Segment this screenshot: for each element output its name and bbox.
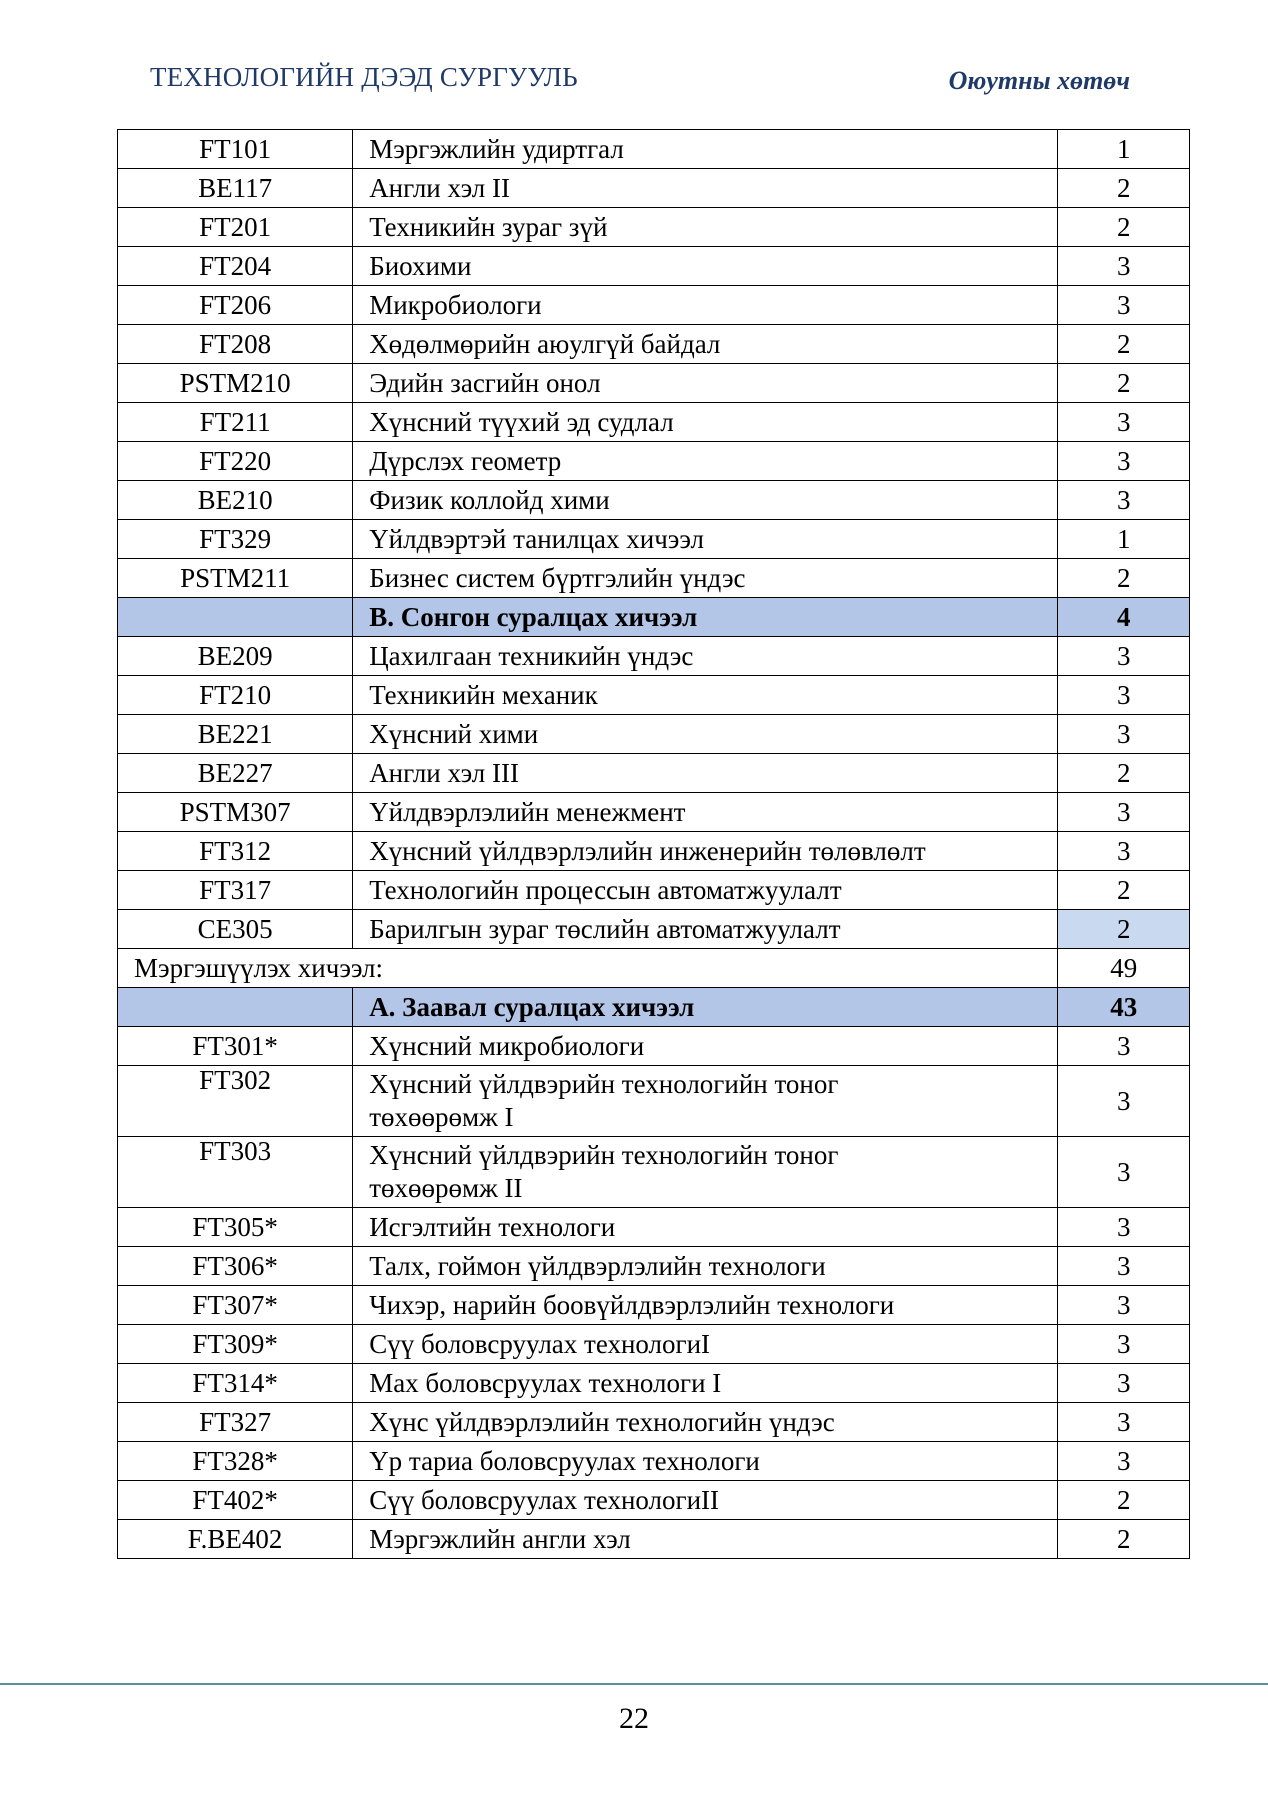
table-row <box>118 1481 1190 1520</box>
course-credit: 3 <box>1058 1247 1190 1286</box>
course-name <box>353 1066 1058 1137</box>
course-credit: 3 <box>1058 442 1190 481</box>
course-credit: 2 <box>1058 1481 1190 1520</box>
course-credit: 3 <box>1058 832 1190 871</box>
course-credit: 3 <box>1058 793 1190 832</box>
course-code: PSTM307 <box>118 793 353 832</box>
course-code: FT210 <box>118 676 353 715</box>
specialization-row <box>118 949 1190 988</box>
course-credit: 3 <box>1058 1286 1190 1325</box>
course-name-line2: төхөөрөмж II <box>369 1173 523 1203</box>
table-row <box>118 1442 1190 1481</box>
course-name: Үр тариа боловсруулах технологи <box>353 1442 1058 1481</box>
course-name: Үйлдвэрлэлийн менежмент <box>353 793 1058 832</box>
table-row <box>118 871 1190 910</box>
course-name: Англи хэл II <box>353 169 1058 208</box>
course-credit: 2 <box>1058 910 1190 949</box>
table-row <box>118 1066 1190 1137</box>
course-name: Бизнес систем бүртгэлийн үндэс <box>353 559 1058 598</box>
course-code: BE227 <box>118 754 353 793</box>
table-row <box>118 1247 1190 1286</box>
course-credit: 3 <box>1058 1442 1190 1481</box>
course-code: PSTM211 <box>118 559 353 598</box>
course-code: FT101 <box>118 130 353 169</box>
course-credit: 3 <box>1058 676 1190 715</box>
course-credit: 1 <box>1058 520 1190 559</box>
course-name: Исгэлтийн технологи <box>353 1208 1058 1247</box>
course-name: Физик коллойд хими <box>353 481 1058 520</box>
table-row <box>118 559 1190 598</box>
table-row <box>118 910 1190 949</box>
section-code-empty <box>118 988 353 1027</box>
table-row <box>118 208 1190 247</box>
course-credit: 2 <box>1058 559 1190 598</box>
section-code-empty <box>118 598 353 637</box>
course-name: Хүнсний микробиологи <box>353 1027 1058 1066</box>
section-credit: 4 <box>1058 598 1190 637</box>
course-code: FT301* <box>118 1027 353 1066</box>
course-code: FT329 <box>118 520 353 559</box>
section-row-required <box>118 988 1190 1027</box>
course-name <box>353 1137 1058 1208</box>
course-code: FT309* <box>118 1325 353 1364</box>
course-code: FT307* <box>118 1286 353 1325</box>
page-number: 22 <box>619 1702 649 1735</box>
course-name: Англи хэл III <box>353 754 1058 793</box>
course-code: BE209 <box>118 637 353 676</box>
course-code: FT327 <box>118 1403 353 1442</box>
course-credit: 3 <box>1058 403 1190 442</box>
course-credit: 3 <box>1058 1027 1190 1066</box>
table-row <box>118 1403 1190 1442</box>
course-code: CE305 <box>118 910 353 949</box>
table-row <box>118 1137 1190 1208</box>
table-row <box>118 832 1190 871</box>
course-code: FT220 <box>118 442 353 481</box>
course-name: Хүнсний үйлдвэрлэлийн инженерийн төлөвлөлт <box>353 832 1058 871</box>
footer-divider <box>0 1683 1268 1685</box>
course-code: FT312 <box>118 832 353 871</box>
table-row <box>118 1208 1190 1247</box>
course-name: Хүнсний хими <box>353 715 1058 754</box>
course-name-line2: төхөөрөмж I <box>369 1102 514 1132</box>
table-row <box>118 403 1190 442</box>
course-code: PSTM210 <box>118 364 353 403</box>
course-name: Чихэр, нарийн боовүйлдвэрлэлийн технологи <box>353 1286 1058 1325</box>
table-row <box>118 442 1190 481</box>
school-name-header: ТЕХНОЛОГИЙН ДЭЭД СУРГУУЛЬ <box>150 62 578 92</box>
course-name: Эдийн засгийн онол <box>353 364 1058 403</box>
course-name: Мах боловсруулах технологи I <box>353 1364 1058 1403</box>
course-name: Хүнс үйлдвэрлэлийн технологийн үндэс <box>353 1403 1058 1442</box>
course-credit: 2 <box>1058 208 1190 247</box>
section-credit: 43 <box>1058 988 1190 1027</box>
course-credit: 2 <box>1058 364 1190 403</box>
table-row <box>118 520 1190 559</box>
course-credit: 2 <box>1058 1520 1190 1559</box>
course-name: Техникийн зураг зүй <box>353 208 1058 247</box>
course-name: Хөдөлмөрийн аюулгүй байдал <box>353 325 1058 364</box>
course-name: Сүү боловсруулах технологиII <box>353 1481 1058 1520</box>
student-guide-header: Оюутны хөтөч <box>948 66 1130 95</box>
course-credit: 3 <box>1058 1137 1190 1208</box>
course-credit: 2 <box>1058 871 1190 910</box>
course-credit: 3 <box>1058 715 1190 754</box>
section-row-elective <box>118 598 1190 637</box>
table-row <box>118 364 1190 403</box>
section-title: А. Заавал суралцах хичээл <box>353 988 1058 1027</box>
course-name: Мэргэжлийн удиртгал <box>353 130 1058 169</box>
table-row <box>118 1364 1190 1403</box>
course-code: FT302 <box>118 1066 353 1137</box>
course-name: Хүнсний түүхий эд судлал <box>353 403 1058 442</box>
table-row <box>118 1027 1190 1066</box>
course-code: FT317 <box>118 871 353 910</box>
course-credit: 2 <box>1058 754 1190 793</box>
course-credit: 2 <box>1058 325 1190 364</box>
table-row <box>118 793 1190 832</box>
table-row <box>118 754 1190 793</box>
course-name-line1: Хүнсний үйлдвэрийн технологийн тоног <box>369 1140 839 1170</box>
course-code: FT328* <box>118 1442 353 1481</box>
table-row <box>118 247 1190 286</box>
course-credit: 3 <box>1058 1066 1190 1137</box>
table-row <box>118 286 1190 325</box>
table-row <box>118 1325 1190 1364</box>
course-code: FT314* <box>118 1364 353 1403</box>
table-row <box>118 169 1190 208</box>
course-credit: 3 <box>1058 1403 1190 1442</box>
course-code: BE117 <box>118 169 353 208</box>
table-row <box>118 325 1190 364</box>
course-name: Талх, гоймон үйлдвэрлэлийн технологи <box>353 1247 1058 1286</box>
course-credit: 3 <box>1058 481 1190 520</box>
table-row <box>118 481 1190 520</box>
course-code: FT201 <box>118 208 353 247</box>
course-code: FT402* <box>118 1481 353 1520</box>
course-code: FT305* <box>118 1208 353 1247</box>
course-name-line1: Хүнсний үйлдвэрийн технологийн тоног <box>369 1069 839 1099</box>
course-credit: 3 <box>1058 247 1190 286</box>
course-credit: 1 <box>1058 130 1190 169</box>
course-name: Технологийн процессын автоматжуулалт <box>353 871 1058 910</box>
specialization-credit: 49 <box>1058 949 1190 988</box>
course-name: Үйлдвэртэй танилцах хичээл <box>353 520 1058 559</box>
course-code: FT206 <box>118 286 353 325</box>
course-table <box>117 129 1190 1559</box>
course-name: Микробиологи <box>353 286 1058 325</box>
table-row <box>118 1520 1190 1559</box>
table-row <box>118 1286 1190 1325</box>
course-credit: 3 <box>1058 286 1190 325</box>
specialization-label: Мэргэшүүлэх хичээл: <box>118 949 1058 988</box>
table-row <box>118 130 1190 169</box>
course-code: FT303 <box>118 1137 353 1208</box>
course-name: Цахилгаан техникийн үндэс <box>353 637 1058 676</box>
section-title: B. Сонгон суралцах хичээл <box>353 598 1058 637</box>
course-code: FT204 <box>118 247 353 286</box>
course-name: Мэргэжлийн англи хэл <box>353 1520 1058 1559</box>
course-code: FT211 <box>118 403 353 442</box>
table-row <box>118 676 1190 715</box>
course-credit: 3 <box>1058 1364 1190 1403</box>
course-name: Сүү боловсруулах технологиI <box>353 1325 1058 1364</box>
course-name: Техникийн механик <box>353 676 1058 715</box>
course-code: F.BE402 <box>118 1520 353 1559</box>
course-code: BE210 <box>118 481 353 520</box>
course-credit: 3 <box>1058 1325 1190 1364</box>
course-code: BE221 <box>118 715 353 754</box>
course-name: Барилгын зураг төслийн автоматжуулалт <box>353 910 1058 949</box>
course-name: Дүрслэх геометр <box>353 442 1058 481</box>
table-row <box>118 637 1190 676</box>
course-credit: 2 <box>1058 169 1190 208</box>
course-code: FT208 <box>118 325 353 364</box>
course-name: Биохими <box>353 247 1058 286</box>
table-row <box>118 715 1190 754</box>
course-code: FT306* <box>118 1247 353 1286</box>
course-credit: 3 <box>1058 1208 1190 1247</box>
course-credit: 3 <box>1058 637 1190 676</box>
